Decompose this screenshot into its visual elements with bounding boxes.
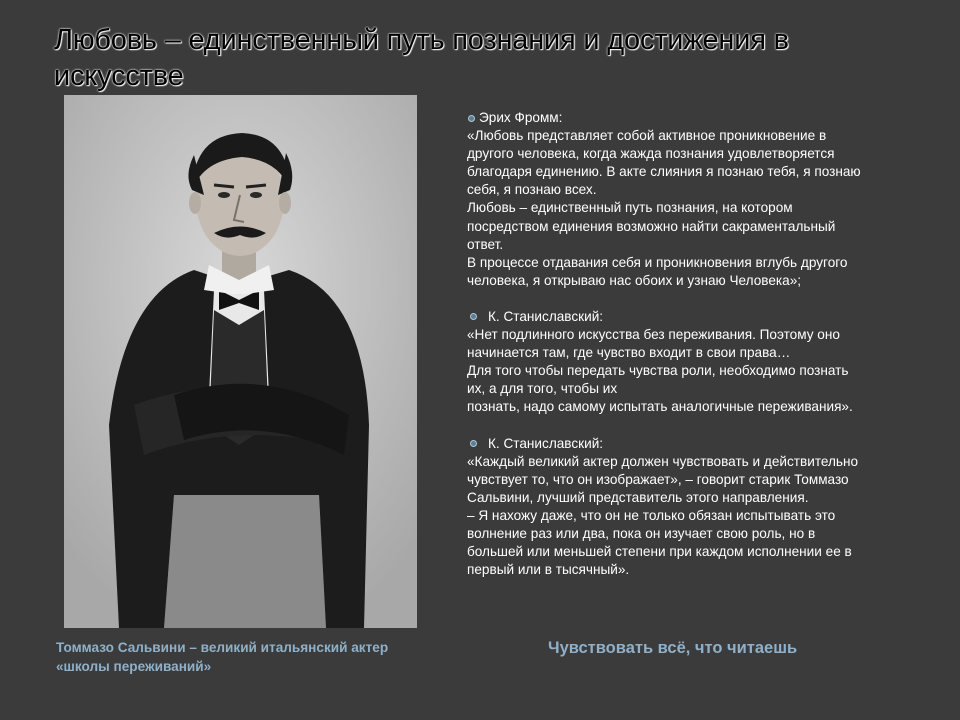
quote-line: начинается там, где чувство входит в свои права… <box>467 345 791 361</box>
quote-line: другого человека, когда жажда познания удовлетворяется <box>467 146 835 162</box>
quote-author: К. Станиславский: <box>488 435 604 451</box>
bullet-icon <box>468 115 475 122</box>
quote-line: посредством единения возможно найти сакраментальный <box>467 218 836 234</box>
caption-line-1: Томмазо Сальвини – великий итальянский актер <box>56 640 389 655</box>
quote-line: человека, я открываю нас обоих и узнаю Человека»; <box>467 272 802 288</box>
quote-line: волнение раз или два, пока он изучает свою роль, но в <box>467 525 816 541</box>
quote-author-row <box>467 109 947 127</box>
quote-line: ответ. <box>467 236 504 252</box>
quote-line: «Любовь представляет собой активное проникновение в <box>467 128 827 144</box>
portrait-caption <box>56 638 476 676</box>
quote-fromm <box>467 109 947 290</box>
quote-stanislavsky-2 <box>467 435 947 580</box>
bullet-icon <box>470 313 477 320</box>
slide-title-line-2: искусстве <box>54 60 184 92</box>
tagline: Чувствовать всё, что читаешь <box>548 639 798 657</box>
quote-line: благодаря единению. В акте слияния я познаю тебя, я познаю <box>467 164 861 180</box>
quote-line: чувствует то, что он изображает», – говорит старик Томмазо <box>467 471 849 487</box>
quote-author: Эрих Фромм: <box>479 110 563 125</box>
quote-author: К. Станиславский: <box>488 308 604 324</box>
portrait-image <box>64 95 417 628</box>
quote-line: их, а для того, чтобы их <box>467 381 618 397</box>
quote-line: – Я нахожу даже, что он не только обязан испытывать это <box>467 507 836 523</box>
quote-line: «Каждый великий актер должен чувствовать и действительно <box>467 453 859 469</box>
quote-line: В процессе отдавания себя и проникновения вглубь другого <box>467 254 848 270</box>
quote-line: себя, я познаю всех. <box>467 182 597 198</box>
quote-line: Для того чтобы передать чувства роли, необходимо познать <box>467 363 849 379</box>
portrait-photo <box>64 95 417 628</box>
quote-line: Любовь – единственный путь познания, на котором <box>467 200 793 216</box>
quote-stanislavsky-1 <box>467 308 947 417</box>
slide-title <box>54 22 914 94</box>
quote-author-row <box>467 308 947 326</box>
bullet-icon <box>470 440 477 447</box>
quote-line: познать, надо самому испытать аналогичные переживания». <box>467 399 853 415</box>
quote-line: «Нет подлинного искусства без переживания. Поэтому оно <box>467 327 840 343</box>
quotes-column <box>467 109 947 597</box>
quote-line: большей или меньшей степени при каждом исполнении ее в <box>467 544 852 560</box>
quote-line: первый или в тысячный». <box>467 562 630 578</box>
quote-line: Сальвини, лучший представитель этого направления. <box>467 489 809 505</box>
quote-author-row <box>467 435 947 453</box>
caption-line-2: «школы переживаний» <box>56 659 212 674</box>
slide-title-line-1: Любовь – единственный путь познания и достижения в <box>54 24 789 56</box>
